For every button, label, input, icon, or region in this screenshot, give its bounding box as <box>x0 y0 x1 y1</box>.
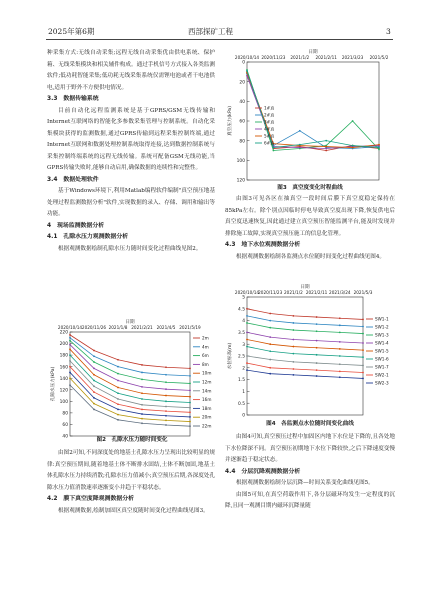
data-point <box>246 362 248 364</box>
y-tick-label: 100 <box>59 399 68 405</box>
data-point <box>362 365 364 367</box>
legend-label: 10m <box>202 370 212 376</box>
journal-name: 西部探矿工程 <box>188 27 233 36</box>
data-point <box>299 147 301 149</box>
paragraph: 根据观测数据绘制分层沉降—时间关系变化曲线见图5。 <box>236 480 374 486</box>
x-axis-title: 日期 <box>300 285 310 290</box>
data-point <box>269 320 271 322</box>
right-column-bottom <box>225 432 395 513</box>
paragraph: 基于Windows环境下,利用Matlab编程软件编制"真空预压地基处理过程监测数据分析"软件,实现数据的录入、存储、调用和输出等功能。 <box>47 188 215 217</box>
data-point <box>362 372 364 374</box>
x-tick-label: 2021/3/23 <box>341 55 364 60</box>
y-tick-label: 0 <box>242 413 245 419</box>
data-point <box>93 385 95 387</box>
water-level-chart <box>225 281 395 419</box>
legend-label: SW2-1 <box>375 372 389 378</box>
legend-label: 1#真 <box>264 105 275 111</box>
data-point <box>316 362 318 364</box>
paragraph: 种采集方式:无线自动采集;远程无线自动采集优由供电系统、保护箱、无线采集模块和相关辅件构成。通过手机信号方式接入各类监测软件;低功耗智能采集;低功耗无线采集系统仅需锂电池或者干电池供电,适用于野外不方便供电情况。 <box>47 50 215 91</box>
data-point <box>69 384 71 386</box>
data-point <box>378 147 380 149</box>
data-point <box>69 360 71 362</box>
data-point <box>165 420 167 422</box>
series-line <box>70 372 190 416</box>
data-point <box>165 381 167 383</box>
left-column-top <box>47 48 215 255</box>
data-point <box>316 323 318 325</box>
data-point <box>362 333 364 335</box>
series-line <box>247 309 363 320</box>
data-point <box>141 392 143 394</box>
series-line <box>247 347 363 358</box>
data-point <box>93 368 95 370</box>
data-point <box>316 375 318 377</box>
data-point <box>69 372 71 374</box>
x-tick-label: 2021/2/21 <box>131 325 153 330</box>
data-point <box>362 342 364 344</box>
data-point <box>93 380 95 382</box>
x-tick-label: 2020/10/14 <box>57 325 83 330</box>
x-tick-label: 2021/5/2 <box>369 55 389 60</box>
legend-label: 14m <box>202 388 212 394</box>
data-point <box>141 418 143 420</box>
figure-3 <box>225 46 395 186</box>
data-point <box>189 389 191 391</box>
data-point <box>269 367 271 369</box>
data-point <box>93 374 95 376</box>
paragraph: 由图2可知,不同深度处的地基土孔隙水压力呈现出比较明显的规律:真空预压期间,随着地基土体不断排水固结,土体不断加固,地基土体孔隙水压力持续消散;孔隙水压力值减小;真空预压后期,各深度处孔隙水压力值消散速率逐渐变小并趋于平稳状态。 <box>47 450 215 491</box>
x-tick-label: 2021/2/11 <box>305 290 328 295</box>
data-point <box>141 372 143 374</box>
x-tick-label: 2021/5/19 <box>179 325 201 330</box>
series-line <box>247 356 363 365</box>
data-point <box>316 316 318 318</box>
x-tick-label: 2021/1/2 <box>283 290 303 295</box>
legend-label: SW2-3 <box>375 380 389 386</box>
data-point <box>246 339 248 341</box>
data-point <box>117 359 119 361</box>
data-point <box>246 70 248 72</box>
y-tick-label: 3 <box>242 342 245 348</box>
data-point <box>117 419 119 421</box>
data-point <box>93 391 95 393</box>
pore-pressure-chart <box>48 316 216 440</box>
data-point <box>316 354 318 356</box>
x-tick-label: 2021/1/2 <box>290 55 310 60</box>
issue-label: 2025年第6期 <box>48 27 95 36</box>
paragraph: 目前自动化远程监测系统是基于GPRS/GSM无线传输和Internet互联网络的智能化多参数采集管理与控制系统。自动化采集模块获得的监测数据,通过GPRS传输到远程采集控制终端,通过Internet互联网和数据处理控制系统取得连接,达到数据控制系统与采集控制终端系统的远程无线传输。系统可配备GSM无线功能,当GPRS传输失败时,能够自动启用,确保数据的连续性和完整性。 <box>47 107 215 171</box>
data-point <box>316 340 318 342</box>
header-rule <box>46 39 393 40</box>
data-point <box>117 398 119 400</box>
data-point <box>165 410 167 412</box>
y-tick-label: 200 <box>59 342 68 348</box>
paragraph: 由图5可知,在真空荷载作用下,各分层磁环均发生一定程度的沉降,且同一观测目期内磁环沉降量随 <box>225 491 395 509</box>
legend-label: 8m <box>202 361 209 367</box>
data-point <box>293 353 295 355</box>
data-point <box>93 355 95 357</box>
data-point <box>269 359 271 361</box>
data-point <box>269 373 271 375</box>
data-point <box>165 366 167 368</box>
data-point <box>141 409 143 411</box>
data-point <box>339 341 341 343</box>
legend-label: SW1-4 <box>375 340 389 346</box>
data-point <box>165 424 167 426</box>
legend-label: SW1-7 <box>375 364 389 370</box>
y-tick-label: 140 <box>59 376 68 382</box>
x-tick-label: 2020/11/26 <box>81 325 107 330</box>
left-column-bottom <box>47 448 215 517</box>
data-point <box>69 337 71 339</box>
series-line <box>247 332 363 343</box>
data-point <box>246 369 248 371</box>
data-point <box>189 411 191 413</box>
section-heading: 3.3 数据传输系统 <box>47 96 99 102</box>
data-point <box>246 355 248 357</box>
data-point <box>246 332 248 334</box>
legend-label: 5#真 <box>264 133 275 139</box>
data-point <box>189 375 191 377</box>
x-tick-label: 2021/3/24 <box>329 290 351 295</box>
legend-label: 4#真 <box>264 126 275 132</box>
data-point <box>293 361 295 363</box>
data-point <box>339 355 341 357</box>
x-tick-label: 2021/5/3 <box>353 290 373 295</box>
data-point <box>299 144 301 146</box>
data-point <box>69 344 71 346</box>
paragraph: 由图3可见各区在抽真空一段时间后膜下真空度稳定保持在85kPa左右。除个别点因临时停电导致真空度出现下降,恢复供电后真空度迅速恢复,因此通过建立真空预压智能监测平台,能及时发现并排除施工故障,实现真空预压施工的信息化管理。 <box>225 196 395 237</box>
y-tick-label: 20 <box>239 80 245 86</box>
data-point <box>165 388 167 390</box>
series-line <box>247 316 363 327</box>
y-axis-title: 孔隙水压力(kPa) <box>51 366 56 402</box>
data-point <box>189 416 191 418</box>
data-point <box>293 329 295 331</box>
data-point <box>141 386 143 388</box>
paragraph: 由图4可知,真空预压过程中加固区内地下水位是下降的,且各处地下水位降深不同。真空预压初期地下水位下降较快,之后下降速度变慢并逐渐趋于稳定状态。 <box>225 434 395 463</box>
data-point <box>316 330 318 332</box>
data-point <box>316 347 318 349</box>
data-point <box>189 407 191 409</box>
y-axis-title: 水位标高(m) <box>228 342 233 370</box>
data-point <box>339 348 341 350</box>
data-point <box>339 363 341 365</box>
data-point <box>141 398 143 400</box>
legend-label: 12m <box>202 379 212 385</box>
data-point <box>352 120 354 122</box>
data-point <box>325 148 327 150</box>
data-point <box>189 421 191 423</box>
x-tick-label: 2020/11/23 <box>258 290 283 295</box>
data-point <box>269 336 271 338</box>
data-point <box>117 409 119 411</box>
data-point <box>189 425 191 427</box>
y-tick-label: 220 <box>59 330 68 336</box>
x-axis-title: 日期 <box>125 320 135 325</box>
section-heading: 4 现场监测数据分析 <box>47 222 105 229</box>
x-tick-label: 2021/1/8 <box>108 325 128 330</box>
legend-label: 2#真 <box>264 112 275 118</box>
section-heading: 4.4 分层沉降观测数据分析 <box>225 468 301 475</box>
data-point <box>378 144 380 146</box>
legend-label: SW1-2 <box>375 324 389 330</box>
data-point <box>117 387 119 389</box>
data-point <box>293 346 295 348</box>
y-tick-label: 60 <box>62 423 68 429</box>
data-point <box>141 422 143 424</box>
legend-label: SW1-5 <box>375 348 389 354</box>
y-tick-label: 120 <box>236 178 245 184</box>
data-point <box>325 146 327 148</box>
legend-label: 4m <box>202 344 209 350</box>
y-tick-label: 40 <box>239 99 245 105</box>
data-point <box>362 378 364 380</box>
figure-2-caption: 图2 孔隙水压力随时间变化 <box>96 437 168 443</box>
y-tick-label: 120 <box>59 388 68 394</box>
data-point <box>339 332 341 334</box>
y-tick-label: 1 <box>242 390 245 395</box>
data-point <box>189 402 191 404</box>
series-line <box>70 378 190 421</box>
data-point <box>117 414 119 416</box>
data-point <box>117 366 119 368</box>
x-tick-label: 2020/11/23 <box>261 55 286 60</box>
data-point <box>117 392 119 394</box>
legend-label: 6#真 <box>264 140 275 146</box>
data-point <box>117 373 119 375</box>
data-point <box>339 376 341 378</box>
y-tick-label: 2 <box>242 366 245 372</box>
data-point <box>339 317 341 319</box>
section-heading: 4.1 孔隙水压力观测数据分析 <box>47 234 129 240</box>
data-point <box>246 322 248 324</box>
page-number: 3 <box>386 27 391 36</box>
data-point <box>316 369 318 371</box>
y-tick-label: 160 <box>59 365 68 371</box>
legend-label: SW1-3 <box>375 332 389 338</box>
data-point <box>269 343 271 345</box>
figure-4 <box>225 281 395 419</box>
paragraph: 根据观测数据,绘制加固区真空度随时间变化过程曲线见图3。 <box>58 507 209 514</box>
x-tick-label: 2020/10/14 <box>234 55 260 60</box>
data-point <box>69 366 71 368</box>
legend-label: 6m <box>202 353 209 359</box>
data-point <box>141 364 143 366</box>
data-point <box>93 409 95 411</box>
data-point <box>165 374 167 376</box>
data-point <box>352 145 354 147</box>
data-point <box>378 149 380 151</box>
data-point <box>117 403 119 405</box>
right-column-middle <box>225 194 395 263</box>
legend-label: 16m <box>202 397 212 403</box>
paragraph: 根据观测数据绘制各监测点水位随时间变化过程曲线见图4。 <box>236 253 385 260</box>
legend-label: 18m <box>202 405 212 411</box>
data-point <box>69 377 71 379</box>
data-point <box>273 147 275 149</box>
data-point <box>69 340 71 342</box>
y-tick-label: 4 <box>242 319 245 325</box>
y-axis-title: 真空压力(kPa) <box>228 106 233 136</box>
data-point <box>325 150 327 152</box>
y-tick-label: 40 <box>62 434 68 440</box>
data-point <box>165 415 167 417</box>
y-tick-label: 0.5 <box>238 401 245 407</box>
data-point <box>246 315 248 317</box>
series-line <box>247 339 363 350</box>
y-tick-label: 80 <box>62 411 68 417</box>
y-tick-label: 5 <box>242 295 245 301</box>
x-tick-label: 2021/2/11 <box>315 55 337 60</box>
section-heading: 3.4 数据处理软件 <box>47 176 99 183</box>
x-axis-title: 日期 <box>308 50 318 55</box>
data-point <box>165 395 167 397</box>
y-tick-label: 2.5 <box>238 354 245 360</box>
legend-label: SW1-1 <box>375 316 389 322</box>
data-point <box>189 396 191 398</box>
data-point <box>362 356 364 358</box>
legend-label: 3#真 <box>264 119 275 125</box>
data-point <box>141 378 143 380</box>
series-line <box>247 323 363 334</box>
data-point <box>269 327 271 329</box>
y-tick-label: 80 <box>239 139 245 145</box>
data-point <box>165 400 167 402</box>
y-tick-label: 1.5 <box>238 378 245 384</box>
section-heading: 4.3 地下水位观测数据分析 <box>225 242 301 248</box>
data-point <box>269 350 271 352</box>
data-point <box>352 147 354 149</box>
data-point <box>293 322 295 324</box>
data-point <box>339 324 341 326</box>
figure-3-caption: 图3 真空度变化时程曲线 <box>277 185 343 191</box>
vacuum-chart <box>225 46 395 186</box>
data-point <box>325 140 327 142</box>
data-point <box>117 380 119 382</box>
data-point <box>93 350 95 352</box>
data-point <box>273 150 275 152</box>
data-point <box>339 370 341 372</box>
data-point <box>93 361 95 363</box>
section-heading: 4.2 膜下真空度降观测数据分析 <box>47 496 135 502</box>
legend-label: 20m <box>202 414 212 420</box>
data-point <box>141 413 143 415</box>
data-point <box>269 313 271 315</box>
y-tick-label: 100 <box>236 158 245 164</box>
legend-label: 22m <box>202 423 212 429</box>
paragraph: 根据观测数据绘制孔隙水压力随时间变化过程曲线见图2。 <box>58 245 202 252</box>
data-point <box>362 319 364 321</box>
data-point <box>246 346 248 348</box>
x-tick-label: 2021/4/5 <box>156 325 176 330</box>
x-tick-label: 2020/10/14 <box>234 290 260 295</box>
data-point <box>93 403 95 405</box>
legend-label: 2m <box>202 335 209 341</box>
data-point <box>293 315 295 317</box>
data-point <box>69 348 71 350</box>
data-point <box>189 368 191 370</box>
figure-4-caption: 图4 各监测点水位随时间变化曲线 <box>266 421 354 427</box>
data-point <box>293 374 295 376</box>
data-point <box>93 397 95 399</box>
data-point <box>362 349 364 351</box>
data-point <box>293 339 295 341</box>
figure-2 <box>48 316 216 440</box>
data-point <box>293 368 295 370</box>
data-point <box>246 308 248 310</box>
data-point <box>141 404 143 406</box>
y-tick-label: 180 <box>59 353 68 359</box>
series-line <box>247 72 379 151</box>
y-tick-label: 60 <box>239 119 245 125</box>
data-point <box>189 383 191 385</box>
data-point <box>69 334 71 336</box>
y-tick-label: 4.5 <box>238 307 245 313</box>
y-tick-label: 0 <box>242 60 245 66</box>
data-point <box>362 326 364 328</box>
data-point <box>69 354 71 356</box>
data-point <box>165 406 167 408</box>
data-point <box>299 130 301 132</box>
y-tick-label: 3.5 <box>238 331 245 336</box>
legend-label: SW1-6 <box>375 356 389 362</box>
